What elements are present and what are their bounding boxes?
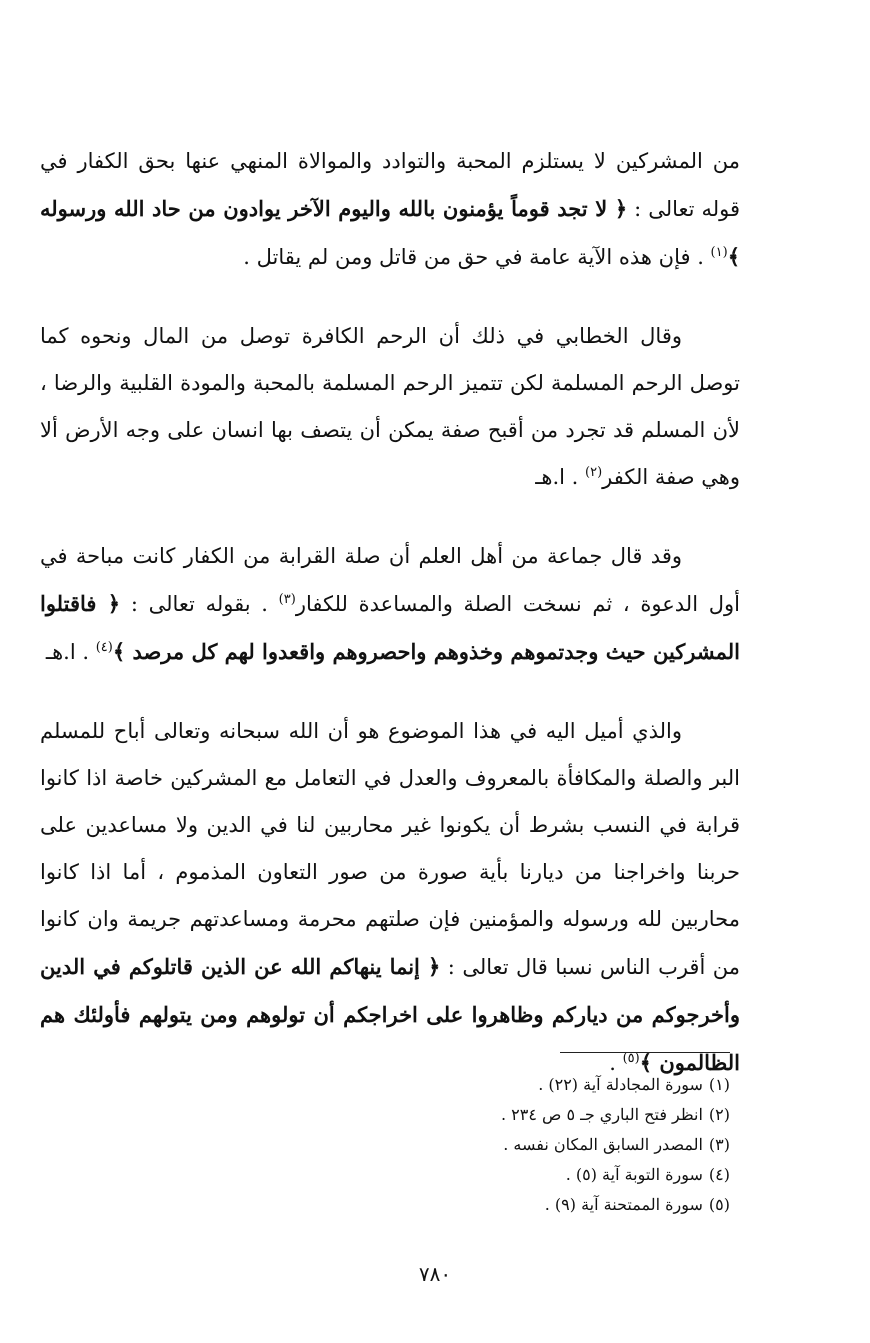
paragraph-text: وقد قال جماعة من أهل العلم أن صلة القرابة من الكفار كانت مباحة في أول الدعوة ، ثم نسخت الصلة والمساعدة للكفار (40, 544, 740, 616)
quran-verse: ﴿ إنما ينهاكم الله عن الذين قاتلوكم في الدين وأخرجوكم من دياركم وظاهروا على اخراجكم أن تولوهم ومن يتولهم فأولئك هم الظالمون ﴾ (40, 954, 740, 1075)
paragraph-3 (40, 533, 740, 676)
paragraph-text: والذي أميل اليه في هذا الموضوع هو أن الله سبحانه وتعالى أباح للمسلم البر والصلة والمكافأة بالمعروف والعدل في التعامل مع المشركين خاصة اذا كانوا قرابة في النسب بشرط أن يكونوا غير محاربين لنا في الدين ولا مساعدين على حربنا واخراجنا من ديارنا بأية صورة من صور التعاون المذموم ، أما اذا كانوا محاربين لله ورسوله والمؤمنين فإن صلتهم محرمة ومساعدتهم جريمة وان كانوا من أقرب الناس نسبا قال تعالى : (40, 719, 741, 979)
footnote-reference: (١) (710, 245, 728, 260)
footnote-number: (٥) (708, 1195, 730, 1214)
footnote-reference: (٣) (278, 592, 296, 607)
footnote-reference: (٤) (95, 640, 113, 655)
footnote-text: سورة الممتحنة آية (٩) . (544, 1195, 703, 1214)
footnote-text: انظر فتح الباري جـ ٥ ص ٢٣٤ . (500, 1105, 703, 1124)
footnote-number: (٢) (708, 1105, 730, 1124)
footnote-divider (560, 1052, 730, 1053)
footnote-number: (٤) (708, 1165, 730, 1184)
footnote-text: سورة التوبة آية (٥) . (565, 1165, 703, 1184)
quran-verse: ﴿ فاقتلوا المشركين حيث وجدتموهم وخذوهم واحصروهم واقعدوا لهم كل مرصد ﴾ (40, 591, 740, 664)
page-number: ٧٨٠ (418, 1262, 452, 1286)
footnote-text: سورة المجادلة آية (٢٢) . (538, 1075, 703, 1094)
paragraph-text: . ا.هـ (535, 465, 586, 489)
footnote-item (200, 1130, 730, 1160)
footnote-text: المصدر السابق المكان نفسه . (503, 1135, 703, 1154)
paragraph-text: . (609, 1051, 623, 1075)
paragraph-text: . بقوله تعالى : (120, 592, 279, 616)
footnote-item (200, 1190, 730, 1220)
paragraph-text: من المشركين لا يستلزم المحبة والتوادد والموالاة المنهي عنها بحق الكفار في قوله تعالى : (40, 149, 740, 221)
paragraph-2 (40, 313, 740, 501)
footnote-item (200, 1100, 730, 1130)
footnote-reference: (٥) (622, 1051, 640, 1066)
paragraph-text: . ا.هـ (45, 640, 96, 664)
quran-verse: ﴿ لا تجد قوماً يؤمنون بالله واليوم الآخر يوادون من حاد الله ورسوله ﴾ (40, 196, 740, 269)
footnote-number: (١) (708, 1075, 730, 1094)
paragraph-text: . فإن هذه الآية عامة في حق من قاتل ومن لم يقاتل . (243, 245, 711, 269)
footnote-number: (٣) (708, 1135, 730, 1154)
paragraph-1 (40, 138, 740, 281)
footnote-item (200, 1160, 730, 1190)
page-body (40, 138, 740, 1119)
footnote-item (200, 1070, 730, 1100)
paragraph-4 (40, 708, 740, 1087)
footnotes (200, 1070, 730, 1220)
footnote-reference: (٢) (585, 465, 603, 480)
paragraph-text: وقال الخطابي في ذلك أن الرحم الكافرة توصل من المال ونحوه كما توصل الرحم المسلمة لكن تتميز الرحم المسلمة بالمحبة والمودة القلبية والرضا ، لأن المسلم قد تجرد من أقبح صفة يمكن أن يتصف بها انسان على وجه الأرض ألا وهي صفة الكفر (40, 324, 740, 489)
